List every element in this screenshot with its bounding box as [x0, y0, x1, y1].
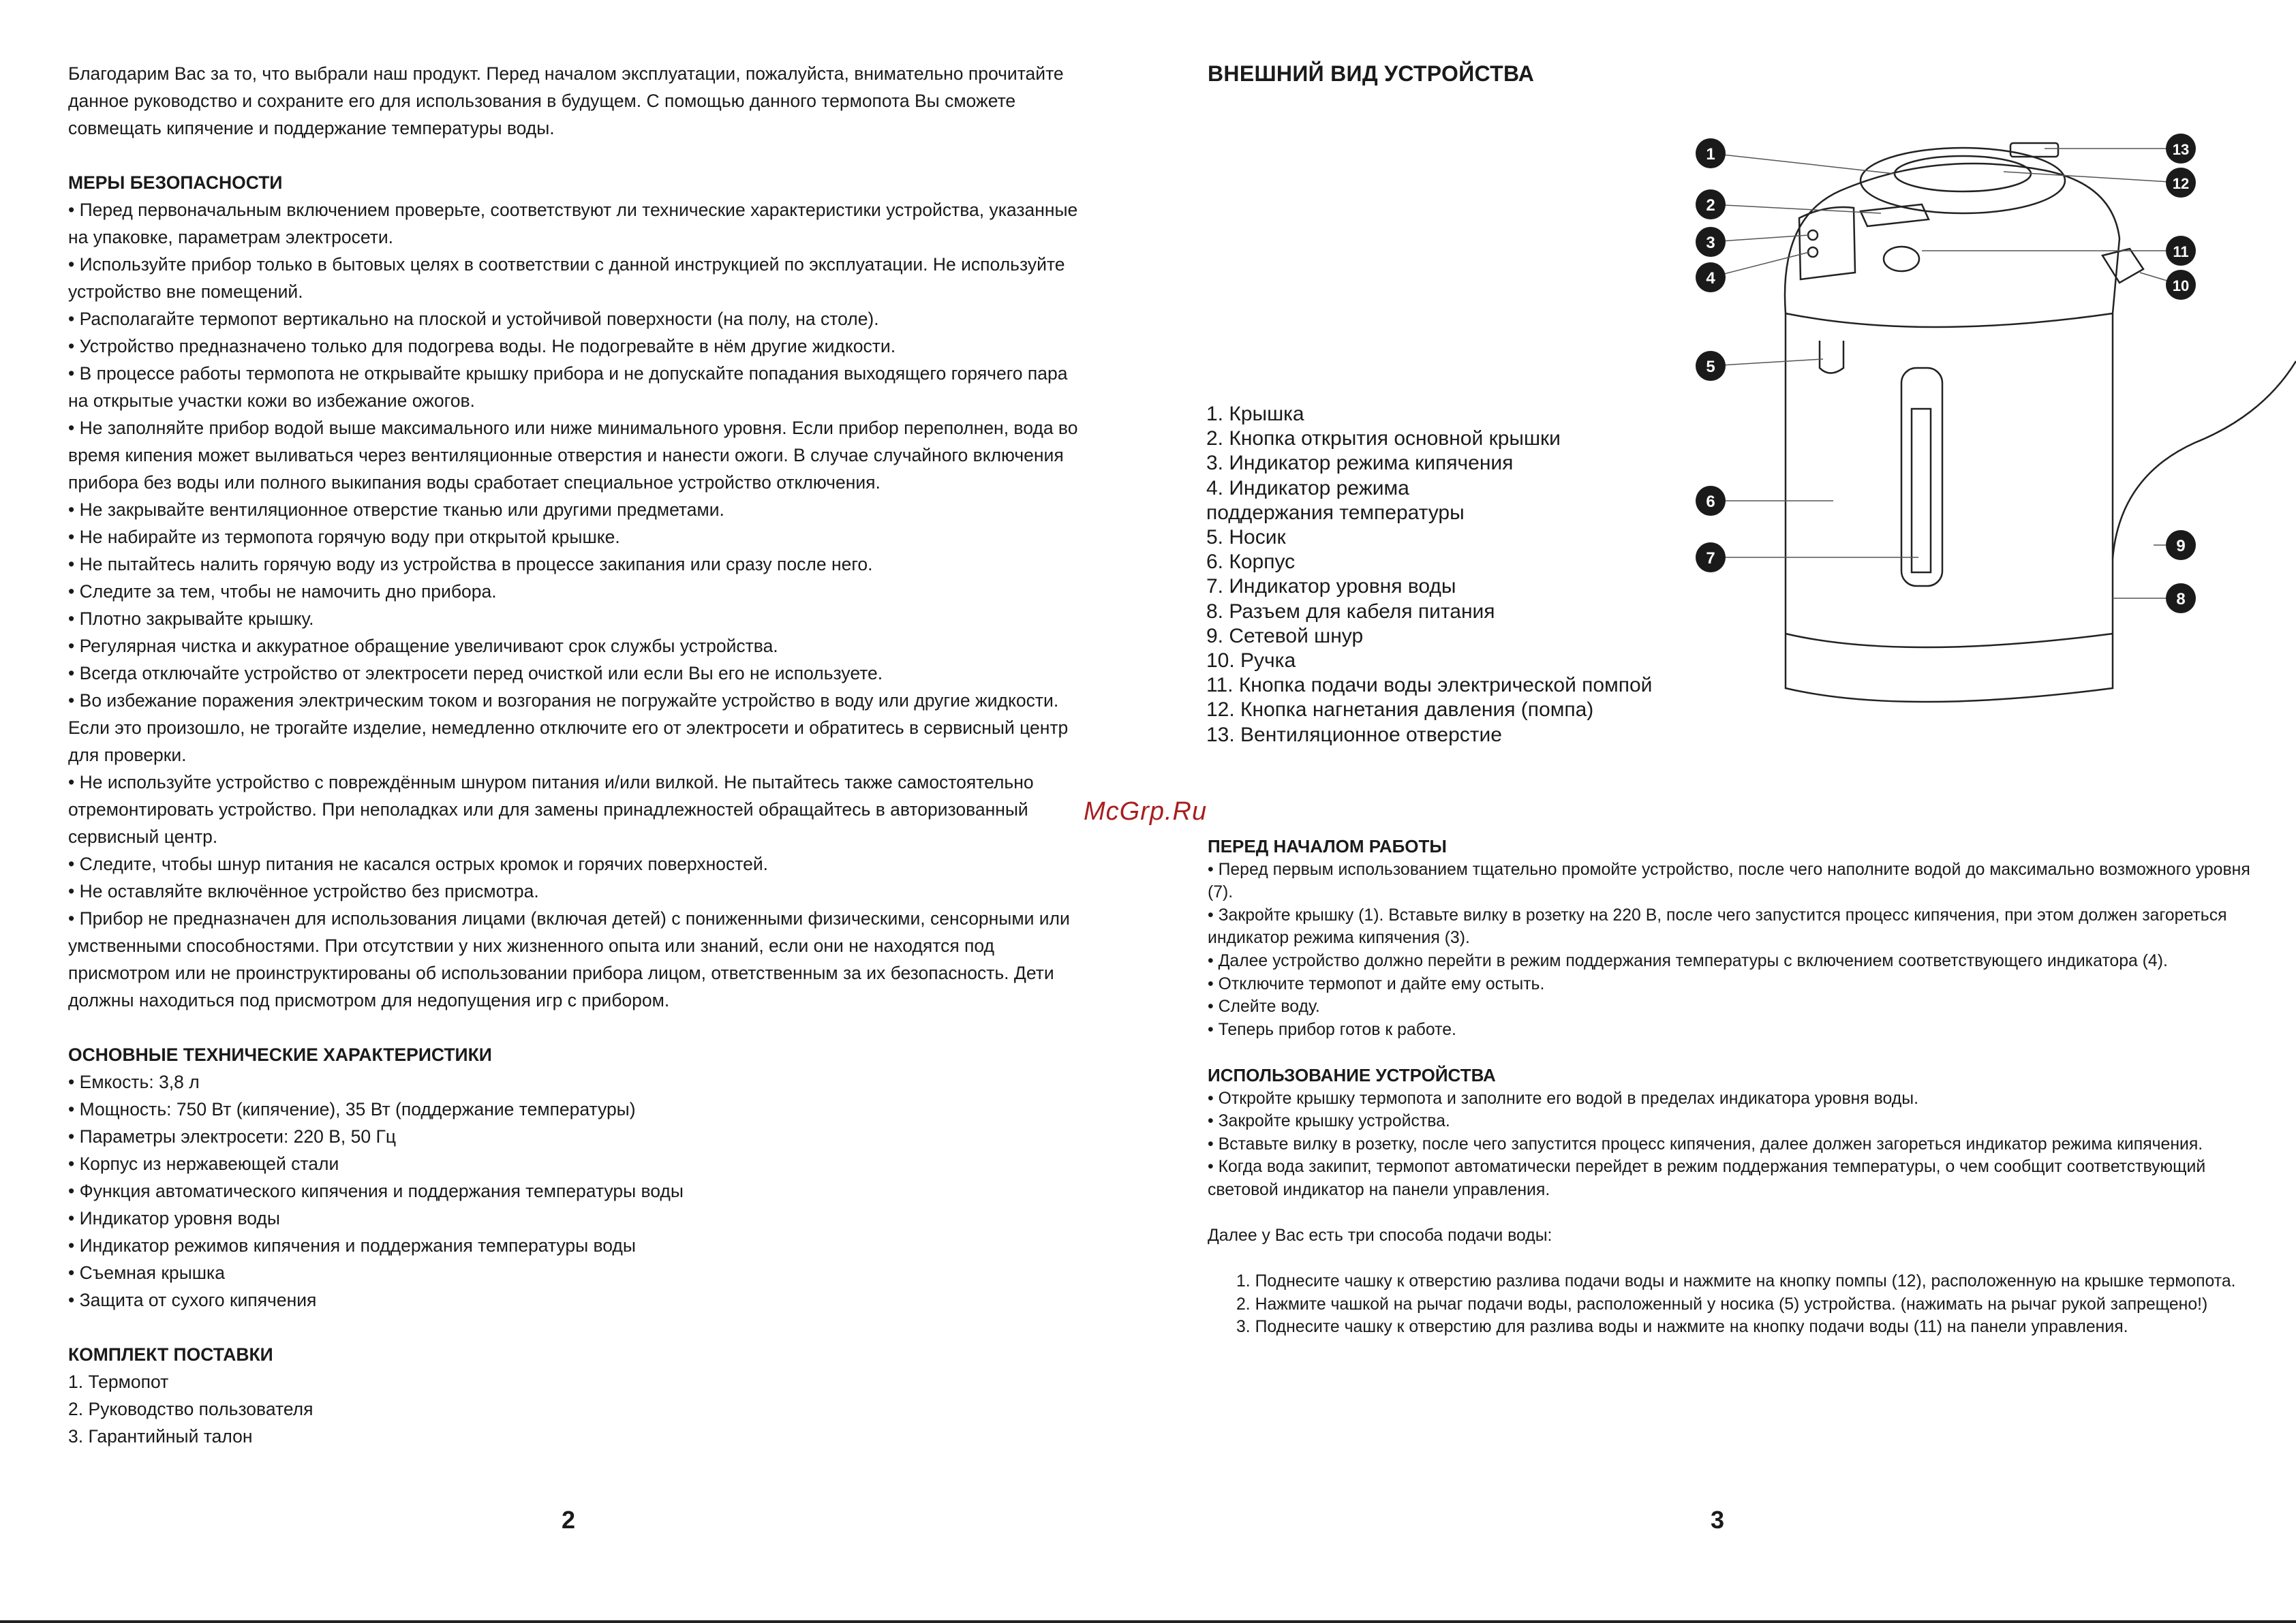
safety-item: • Не закрывайте вентиляционное отверстие тканью или другими предметами. [68, 499, 724, 520]
part-item: 2. Кнопка открытия основной крышки [1206, 427, 1561, 450]
safety-item: • Всегда отключайте устройство от электросети перед очисткой или если Вы его не используете. [68, 663, 883, 683]
base-line [1786, 634, 2113, 647]
part-item: 1. Крышка [1206, 403, 1304, 425]
intro-paragraph: Благодарим Вас за то, что выбрали наш продукт. Перед началом эксплуатации, пожалуйста, внимательно прочитайте данное руководство и сохраните его для использования в будущем. С помощью данного термопота Вы сможете совмещать кипячение и поддержание температуры воды. [68, 63, 1064, 138]
level-window-outer [1901, 368, 1942, 586]
spec-item: • Функция автоматического кипячения и поддержания температуры воды [68, 1181, 684, 1201]
way-item: 1. Поднесите чашку к отверстию разлива подачи воды и нажмите на кнопку помпы (12), расположенную на крышке термопота. [1236, 1272, 2236, 1291]
page-number-left: 2 [562, 1506, 576, 1534]
safety-item: • Перед первоначальным включением проверьте, соответствуют ли технические характеристики устройства, указанные на упаковке, параметрам электросети. [68, 200, 1078, 247]
spec-item: • Емкость: 3,8 л [68, 1072, 200, 1092]
before-item: • Отключите термопот и дайте ему остыть. [1208, 974, 1545, 993]
usage-item: • Вставьте вилку в розетку, после чего запустится процесс кипячения, далее должен загореться индикатор режима кипячения. [1208, 1134, 2203, 1154]
usage-item: • Когда вода закипит, термопот автоматически перейдет в режим поддержания температуры, о чем сообщит соответствующий световой индикатор на панели управления. [1208, 1158, 2206, 1199]
safety-item: • Не набирайте из термопота горячую воду при открытой крышке. [68, 527, 620, 547]
indicator-4 [1808, 247, 1818, 257]
spec-item: • Корпус из нержавеющей стали [68, 1154, 339, 1174]
safety-item: • Во избежание поражения электрическим током и возгорания не погружайте устройство в воду или другие жидкости. Если это произошло, не трогайте изделие, немедленно отключите его от электросети и обратитесь в сервисный центр для проверки. [68, 690, 1069, 765]
safety-item: • Следите, чтобы шнур питания не касался острых кромок и горячих поверхностей. [68, 854, 768, 874]
safety-item: • Регулярная чистка и аккуратное обращение увеличивают срок службы устройства. [68, 636, 778, 656]
part-item: 3. Индикатор режима кипячения [1206, 452, 1514, 475]
shoulder-bottom [1786, 313, 2113, 327]
usage-heading: ИСПОЛЬЗОВАНИЕ УСТРОЙСТВА [1208, 1064, 1496, 1085]
left-page-text [68, 60, 1090, 1450]
part-item: 6. Корпус [1206, 551, 1296, 574]
thermopot-diagram [1677, 123, 2296, 715]
kit-heading: КОМПЛЕКТ ПОСТАВКИ [68, 1344, 273, 1365]
pump-button [1895, 156, 2031, 191]
callout-4: 4 [1706, 269, 1715, 288]
before-item: • Далее устройство должно перейти в режим поддержания температуры с включением соответствующего индикатора (4). [1208, 951, 2168, 970]
dispense-button [1884, 247, 1919, 271]
safety-item: • Не пытайтесь налить горячую воду из устройства в процессе закипания или сразу после него. [68, 554, 873, 574]
callout-8: 8 [2176, 590, 2186, 608]
safety-item: • Плотно закрывайте крышку. [68, 608, 314, 629]
part-item: 8. Разъем для кабеля питания [1206, 600, 1495, 623]
power-cord [2113, 361, 2296, 559]
safety-item: • Прибор не предназначен для использования лицами (включая детей) с пониженными физическими, сенсорными или умственными способностями. При отсутствии у них жизненного опыта или знаний, если они не находятся под присмотром или не проинструктированы об использовании прибора лицом, ответственным за их безопасность. Дети должны находиться под присмотром для недопущения игр с прибором. [68, 908, 1070, 1010]
part-item: 9. Сетевой шнур [1206, 624, 1364, 647]
kit-item: 2. Руководство пользователя [68, 1399, 313, 1419]
spec-item: • Параметры электросети: 220 В, 50 Гц [68, 1126, 397, 1147]
callout-12: 12 [2172, 175, 2190, 192]
callout-1: 1 [1706, 145, 1715, 164]
part-item: 5. Носик [1206, 526, 1286, 549]
part-item: 11. Кнопка подачи воды электрической помпой [1206, 674, 1653, 697]
safety-item: • Следите за тем, чтобы не намочить дно прибора. [68, 581, 497, 602]
shoulder-outline [1785, 164, 2119, 313]
callout-5: 5 [1706, 358, 1715, 376]
way-item: 3. Поднесите чашку к отверстию для разлива воды и нажмите на кнопку подачи воды (11) на панели управления. [1236, 1318, 2128, 1337]
ways-intro: Далее у Вас есть три способа подачи воды: [1208, 1226, 1552, 1246]
kit-item: 1. Термопот [68, 1372, 169, 1392]
spec-item: • Защита от сухого кипячения [68, 1290, 317, 1310]
callout-6: 6 [1706, 493, 1715, 511]
before-item: • Закройте крышку (1). Вставьте вилку в розетку на 220 В, после чего запустится процесс кипячения, при этом должен загореться индикатор режима кипячения (3). [1208, 906, 2227, 948]
usage-item: • Закройте крышку устройства. [1208, 1112, 1450, 1131]
safety-item: • В процессе работы термопота не открывайте крышку прибора и не допускайте попадания выходящего горячего пара на открытые участки кожи во избежание ожогов. [68, 363, 1068, 411]
callout-13: 13 [2172, 141, 2190, 158]
safety-item: • Не заполняйте прибор водой выше максимального или ниже минимального уровня. Если прибор переполнен, вода во время кипения может выливаться через вентиляционные отверстия и нанести ожоги. В случае случайного включения прибора без воды или полного выкипания воды сработает специальное устройство отключения. [68, 418, 1078, 493]
appearance-heading: ВНЕШНИЙ ВИД УСТРОЙСТВА [1208, 61, 1535, 86]
lid-top [1861, 148, 2065, 213]
safety-item: • Устройство предназначено только для подогрева воды. Не подогревайте в нём другие жидкости. [68, 336, 896, 356]
right-page-text [1208, 835, 2257, 1339]
part-item: 7. Индикатор уровня воды [1206, 575, 1456, 598]
control-panel [1799, 207, 1855, 279]
part-item: поддержания температуры [1206, 501, 1465, 524]
parts-list [1206, 402, 1652, 747]
safety-item: • Не оставляйте включённое устройство без присмотра. [68, 881, 539, 901]
watermark[interactable]: McGrp.Ru [1084, 797, 1208, 826]
callout-circles [1696, 134, 2196, 613]
lid-open-button [1861, 204, 1929, 226]
safety-item: • Используйте прибор только в бытовых целях в соответствии с данной инструкцией по эксплуатации. Не используйте устройство вне помещений. [68, 254, 1065, 302]
safety-item: • Располагайте термопот вертикально на плоской и устойчивой поверхности (на полу, на столе). [68, 309, 879, 329]
specs-heading: ОСНОВНЫЕ ТЕХНИЧЕСКИЕ ХАРАКТЕРИСТИКИ [68, 1045, 492, 1065]
callout-9: 9 [2176, 537, 2186, 555]
part-item: 12. Кнопка нагнетания давления (помпа) [1206, 698, 1594, 722]
page-number-right: 3 [1711, 1506, 1725, 1534]
safety-heading: МЕРЫ БЕЗОПАСНОСТИ [68, 172, 283, 193]
before-item: • Теперь прибор готов к работе. [1208, 1020, 1456, 1039]
callout-10: 10 [2172, 277, 2190, 294]
spec-item: • Съемная крышка [68, 1263, 225, 1283]
spec-item: • Индикатор уровня воды [68, 1208, 280, 1228]
spout [1820, 341, 1843, 373]
handle [2102, 249, 2143, 283]
kit-item: 3. Гарантийный талон [68, 1426, 253, 1447]
part-item: 13. Вентиляционное отверстие [1206, 723, 1502, 746]
level-window-inner [1912, 409, 1931, 572]
way-item: 2. Нажмите чашкой на рычаг подачи воды, расположенный у носика (5) устройства. (нажимать на рычаг рукой запрещено!) [1236, 1295, 2208, 1314]
usage-item: • Откройте крышку термопота и заполните его водой в пределах индикатора уровня воды. [1208, 1089, 1918, 1108]
before-item: • Слейте воду. [1208, 998, 1320, 1017]
before-heading: ПЕРЕД НАЧАЛОМ РАБОТЫ [1208, 836, 1447, 856]
vent [2010, 143, 2058, 157]
spec-item: • Индикатор режимов кипячения и поддержания температуры воды [68, 1235, 636, 1256]
spec-item: • Мощность: 750 Вт (кипячение), 35 Вт (поддержание температуры) [68, 1099, 636, 1119]
indicator-3 [1808, 230, 1818, 240]
before-item: • Перед первым использованием тщательно промойте устройство, после чего наполните водой до максимально возможного уровня (7). [1208, 860, 2250, 902]
callout-3: 3 [1706, 234, 1715, 252]
part-item: 10. Ручка [1206, 649, 1296, 673]
safety-item: • Не используйте устройство с повреждённым шнуром питания и/или вилкой. Не пытайтесь также самостоятельно отремонтировать устройство. При неполадках или для замены принадлежностей обращайтесь в авторизованный сервисный центр. [68, 772, 1034, 847]
bottom-rule [0, 1620, 2296, 1623]
callout-2: 2 [1706, 196, 1715, 215]
callout-11: 11 [2173, 243, 2189, 260]
part-item: 4. Индикатор режима [1206, 476, 1409, 499]
callout-7: 7 [1706, 549, 1715, 568]
